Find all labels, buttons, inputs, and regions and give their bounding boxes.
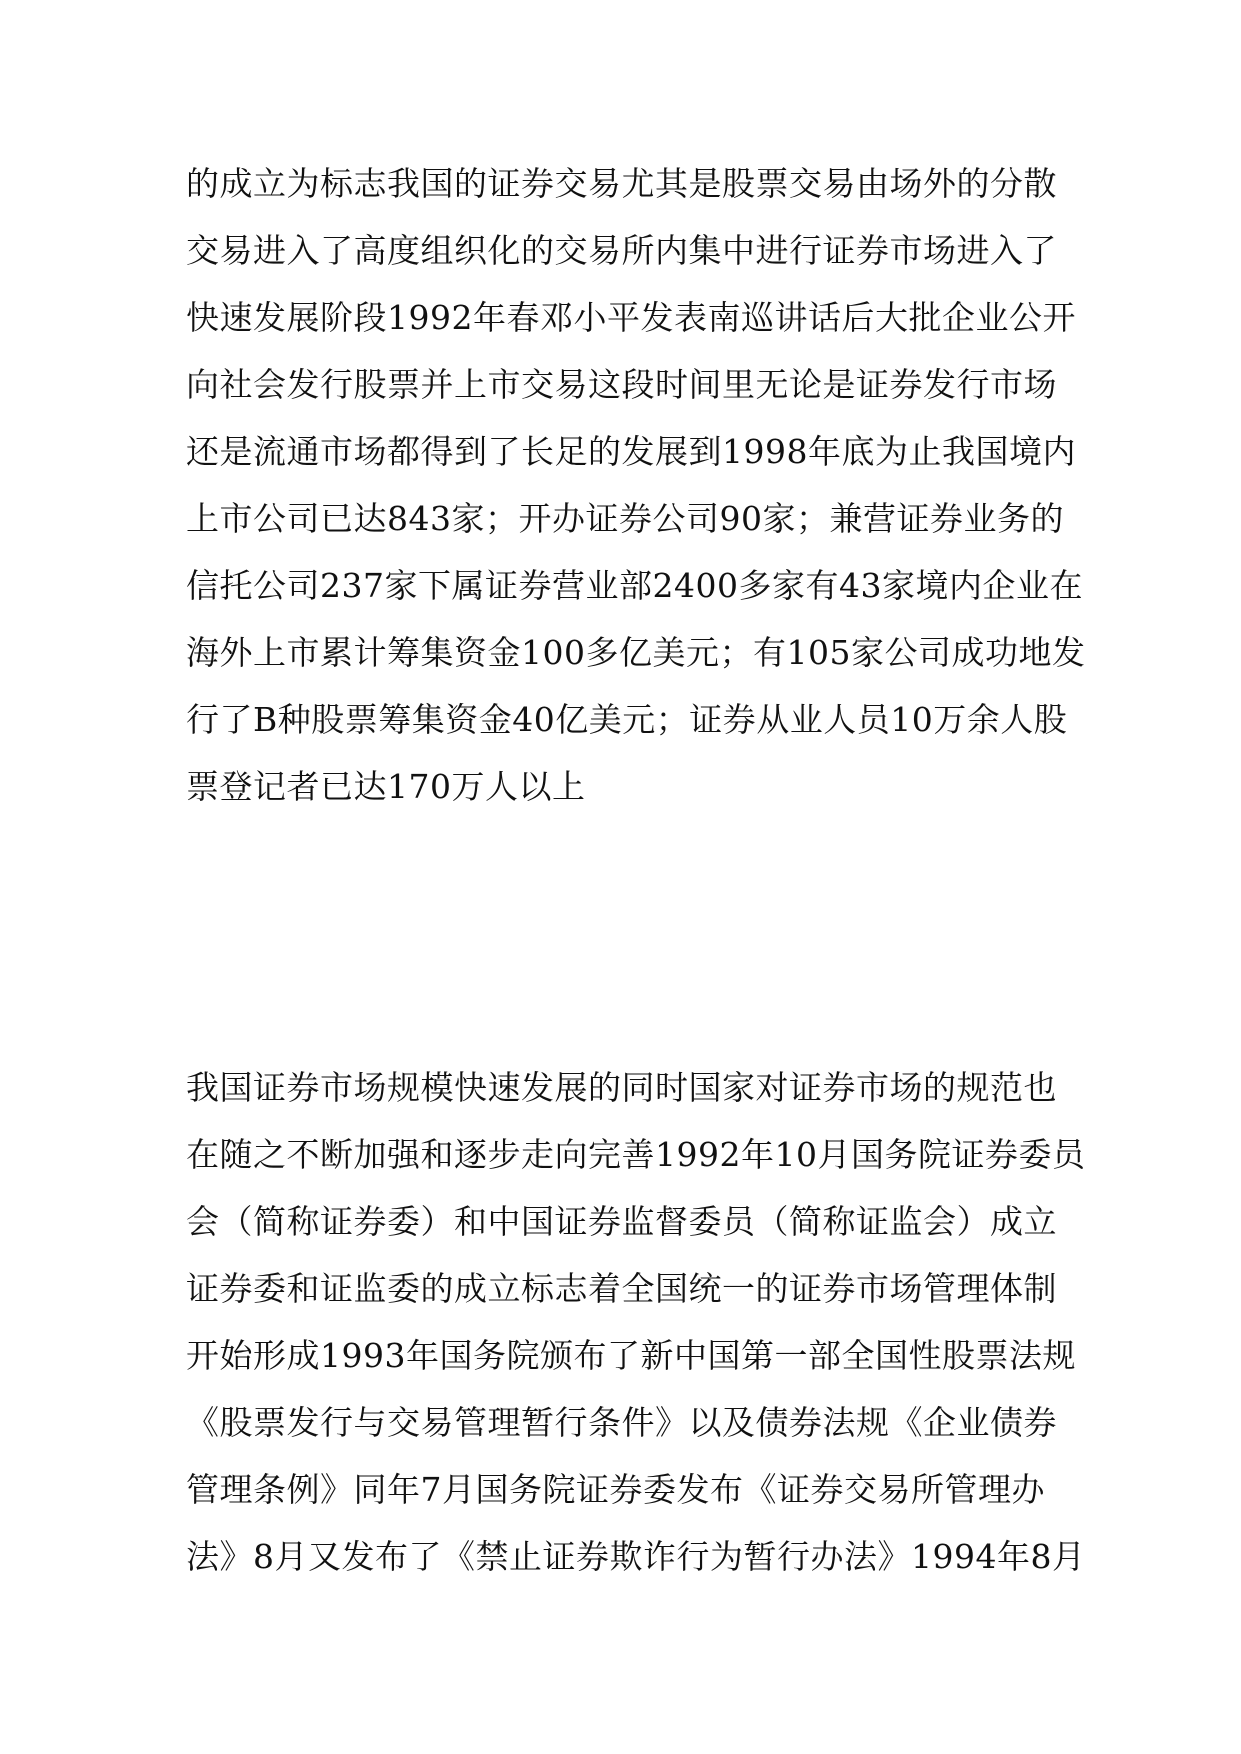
paragraph-line: 证券委和证监委的成立标志着全国统一的证券市场管理体制 [186,1269,1057,1308]
paragraph-1 [186,150,1086,820]
paragraph-line: 信托公司237家下属证券营业部2400多家有43家境内企业在 [186,566,1083,605]
paragraph-line: 会（简称证券委）和中国证券监督委员（简称证监会）成立 [186,1202,1057,1241]
paragraph-line: 交易进入了高度组织化的交易所内集中进行证券市场进入了 [186,231,1057,270]
paragraph-line: 行了B种股票筹集资金40亿美元；证券从业人员10万余人股 [186,700,1068,739]
paragraph-2 [186,1054,1086,1590]
paragraph-line: 《股票发行与交易管理暂行条件》以及债券法规《企业债券 [186,1403,1057,1442]
paragraph-line: 开始形成1993年国务院颁布了新中国第一部全国性股票法规 [186,1336,1076,1375]
paragraph-line: 向社会发行股票并上市交易这段时间里无论是证券发行市场 [186,365,1057,404]
paragraph-line: 管理条例》同年7月国务院证券委发布《证券交易所管理办 [186,1470,1045,1509]
paragraph-line: 还是流通市场都得到了长足的发展到1998年底为止我国境内 [186,432,1076,471]
paragraph-line: 上市公司已达843家；开办证券公司90家；兼营证券业务的 [186,499,1064,538]
paragraph-line: 法》8月又发布了《禁止证券欺诈行为暂行办法》1994年8月 [186,1537,1086,1576]
paragraph-line: 的成立为标志我国的证券交易尤其是股票交易由场外的分散 [186,164,1057,203]
paragraph-line: 在随之不断加强和逐步走向完善1992年10月国务院证券委员 [186,1135,1086,1174]
paragraph-line: 海外上市累计筹集资金100多亿美元；有105家公司成功地发 [186,633,1086,672]
paragraph-line: 票登记者已达170万人以上 [186,767,586,806]
paragraph-line: 快速发展阶段1992年春邓小平发表南巡讲话后大批企业公开 [186,298,1076,337]
paragraph-line: 我国证券市场规模快速发展的同时国家对证券市场的规范也 [186,1068,1057,1107]
